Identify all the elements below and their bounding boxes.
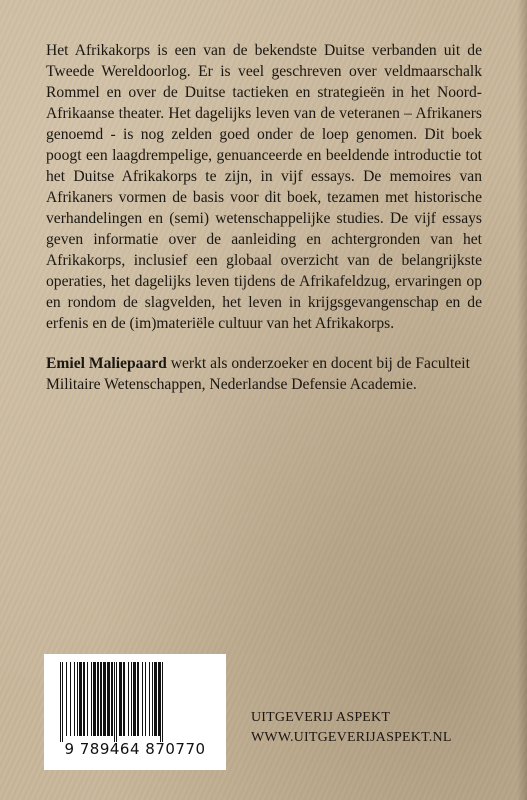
blurb-text <box>46 40 482 334</box>
barcode-bars <box>56 662 214 742</box>
isbn-barcode <box>44 654 226 770</box>
author-name: Emiel Maliepaard <box>46 355 167 372</box>
blurb-paragraph: Het Afrikakorps is een van de bekendste Duitse verbanden uit de Tweede Wereldoorlog. Er is veel geschreven over veldmaarschalk Rommel en over de Duitse tactieken en strategieën in het Noord-Afrikaanse theater. Het dagelijks leven van de veteranen – Afrikaners genoemd - is nog zelden goed onder de loep genomen. Dit boek poogt een laagdrempelige, genuanceerde en beeldende introductie tot het Duitse Afrikakorps te zijn, in vijf essays. De memoires van Afrikaners vormen de basis voor dit boek, tezamen met historische verhandelingen en (semi) wetenschappelijke studies. De vijf essays geven informatie over de aanleiding en achtergronden van het Afrikakorps, inclusief een globaal overzicht van de belangrijkste operaties, het dagelijks leven tijdens de Afrikafeldzug, ervaringen op en rondom de slagvelden, het leven in krijgsgevangenschap en de erfenis en de (im)materiële cultuur van het Afrikakorps. <box>46 42 482 332</box>
isbn-number: 9 789464 870770 <box>64 740 206 758</box>
publisher-website: WWW.UITGEVERIJASPEKT.NL <box>251 730 452 745</box>
publisher-block <box>251 708 452 748</box>
publisher-name: UITGEVERIJ ASPEKT <box>251 710 391 725</box>
author-bio-text: werkt als onderzoeker en docent bij de Faculteit Militaire Wetenschappen, Nederlandse Defensie Academie. <box>46 355 470 393</box>
author-bio <box>46 353 486 395</box>
cover-edge-shadow <box>517 0 527 800</box>
